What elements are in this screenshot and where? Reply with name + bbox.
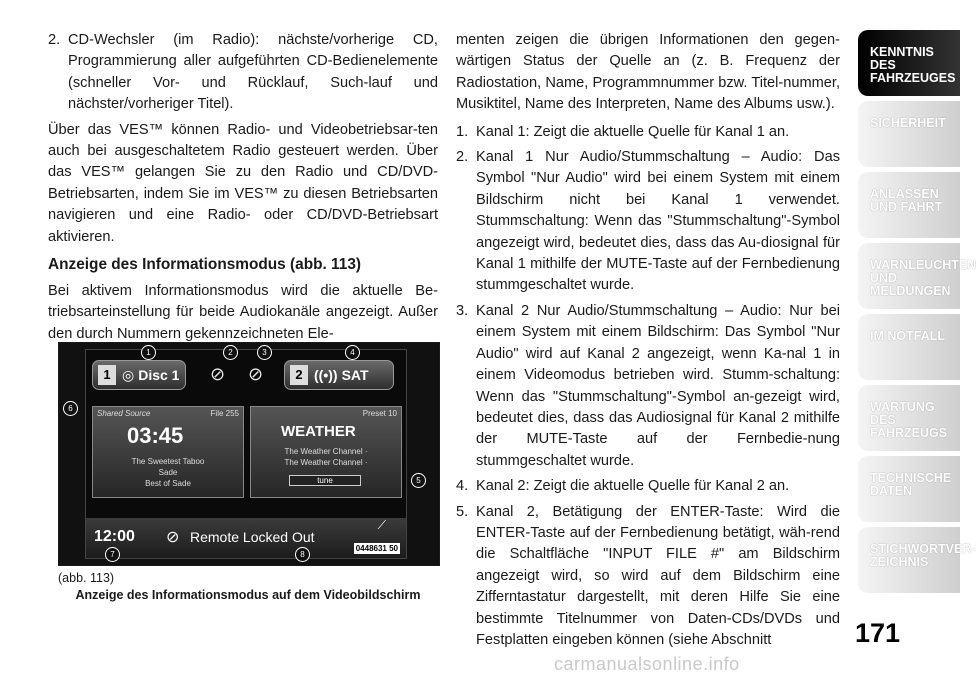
list-number: 4. xyxy=(456,478,469,495)
channel1-label: Disc 1 xyxy=(138,367,180,383)
list-text: CD-Wechsler (im Radio): nächste/vorherige CD, Programmierung aller aufgeführten CD-Bedienelemente (schneller Vor- und Rücklauf, Such-lauf und nächster/vorheriger Titel). xyxy=(68,32,438,113)
paragraph-ves: Über das VES™ können Radio- und Videobetriebsar-ten auch bei ausgeschaltetem Radio gesteuert werden. Über das VES™ gelangen Sie zu den Radio und CD/DVD-Betriebsarten, indem Sie im VES™ zu diesen Betriebsarten navigieren und eine Radio- oder CD/DVD-Betriebsart aktivieren. xyxy=(48,121,438,245)
figure-code: 0448631 50 xyxy=(355,544,398,553)
tab-technische-daten[interactable]: TECHNISCHE DATEN xyxy=(858,456,960,522)
file-label: File 255 xyxy=(210,409,239,418)
tab-notfall[interactable]: IM NOTFALL xyxy=(858,314,960,380)
chapter-tabs xyxy=(858,30,976,598)
watermark: carmanualsonline.info xyxy=(554,654,740,674)
remote-locked-label: Remote Locked Out xyxy=(190,529,315,545)
source-bar xyxy=(92,360,400,390)
shared-source-label: Shared Source xyxy=(97,409,151,418)
satellite-icon: ((•)) xyxy=(314,367,338,383)
list-number: 2. xyxy=(48,32,61,48)
paragraph-info-mode: Bei aktivem Informationsmodus wird die aktuelle Be-triebsarteinstellung für beide Audiokanäle angezeigt. Außer den durch Nummern gekennzeichneten Ele- xyxy=(48,283,438,342)
list-number: 5. xyxy=(456,503,469,520)
album-name: Best of Sade xyxy=(145,479,191,488)
section-heading: Anzeige des Informationsmodus (abb. 113) xyxy=(48,256,361,274)
list-item-3 xyxy=(456,301,840,472)
locked-icon: ⊘ xyxy=(166,529,180,546)
channel1-badge: 1 xyxy=(98,365,116,385)
figure-info-mode-screen xyxy=(58,342,440,566)
callout-3: 3 xyxy=(257,345,272,360)
channel2-label: SAT xyxy=(341,367,369,383)
tab-anlassen[interactable]: ANLASSEN UND FAHRT xyxy=(858,172,960,238)
channel-line-1: The Weather Channel · xyxy=(284,447,368,456)
callout-6: 6 xyxy=(63,401,78,416)
list-text: Kanal 1: Zeigt die aktuelle Quelle für Kanal 1 an. xyxy=(476,123,790,140)
list-item-2 xyxy=(456,147,840,297)
list-number: 2. xyxy=(456,149,469,166)
video-screen xyxy=(85,349,407,559)
list-item-1 xyxy=(456,122,840,143)
callout-4: 4 xyxy=(345,345,360,360)
tune-button: tune xyxy=(289,475,361,486)
clock: 12:00 xyxy=(94,528,135,545)
tab-kenntnis[interactable]: KENNTNIS DES FAHRZEUGES xyxy=(858,30,960,96)
list-item-4 xyxy=(456,476,840,497)
list-text: Kanal 2 Nur Audio/Stummschaltung – Audio: Nur bei einem System mit einem Bildschirm: Das Symbol "Nur Audio" wird auf Kanal 2 angezeigt, wenn Ka-nal 1 in einem Videomodus betrieben wird. Stumm-schaltung: Wenn das "Stummschaltung"-Symbol an-gezeigt wird, bedeutet dies, dass das Audiosignal für Kanal 2 mithilfe der MUTE-Taste auf der Fernbedie-nung stummgeschaltet wurde. xyxy=(476,302,840,469)
mute-icon-channel1: ⊘ xyxy=(210,364,226,384)
list-text: Kanal 2, Betätigung der ENTER-Taste: Wird die ENTER-Taste auf der Fernbedienung betätigt, wäh-rend die Schaltfläche "INPUT FILE #" am Bildschirm angezeigt wird, so wird auf dem Bildschirm eine Zifferntastatur dargestellt, mit deren Hilfe Sie eine bestimmte Titelnummer von Daten-CDs/DVDs und Festplatten eingeben können (siehe Abschnitt xyxy=(476,503,840,648)
remote-icon: ⟋ xyxy=(377,518,386,532)
station-name: WEATHER xyxy=(281,423,356,440)
list-text: Kanal 2: Zeigt die aktuelle Quelle für Kanal 2 an. xyxy=(476,478,790,495)
callout-2: 2 xyxy=(223,345,238,360)
channel1-panel xyxy=(92,406,244,498)
callout-8: 8 xyxy=(295,547,310,562)
list-number: 3. xyxy=(456,302,469,319)
channel1-source xyxy=(92,360,186,390)
callout-7: 7 xyxy=(105,547,120,562)
callout-5: 5 xyxy=(411,473,426,488)
list-item-5 xyxy=(456,502,840,652)
tab-wartung[interactable]: WARTUNG DES FAHRZEUGS xyxy=(858,385,960,451)
list-text: Kanal 1 Nur Audio/Stummschaltung – Audio: Das Symbol "Nur Audio" wird bei einem System mit einem Bildschirm nicht bei Kanal 1 verwendet. Stummschaltung: Wenn das "Stummschaltung"-Symbol angezeigt wird, bedeutet dies, dass das Au-diosignal für Kanal 1 mithilfe der MUTE-Taste auf der Fernbedienung stummgeschaltet wurde. xyxy=(476,149,840,294)
preset-label: Preset 10 xyxy=(362,409,397,418)
list-number: 1. xyxy=(456,123,469,140)
tab-warnleuchten[interactable]: WARNLEUCHTEN UND MELDUNGEN xyxy=(858,243,960,309)
track-time: 03:45 xyxy=(127,423,184,448)
figure-label: (abb. 113) xyxy=(58,571,115,585)
channel2-source xyxy=(284,360,394,390)
channel2-badge: 2 xyxy=(290,365,308,385)
song-title: The Sweetest Taboo xyxy=(131,457,205,466)
tab-sicherheit[interactable]: SICHERHEIT xyxy=(858,101,960,167)
status-bar xyxy=(86,518,406,558)
paragraph-continued: menten zeigen die übrigen Informationen den gegen-wärtigen Status der Quelle an (z. B. Frequenz der Radiostation, Name, Programmnummer bzw. Titel-nummer, Musiktitel, Name des Interpreten, Name des Albums usw.). xyxy=(456,32,840,113)
callout-1: 1 xyxy=(141,345,156,360)
page-number: 171 xyxy=(855,618,901,648)
left-column xyxy=(48,30,438,351)
tab-stichwortverzeichnis[interactable]: STICHWORTVER-ZEICHNIS xyxy=(858,527,960,593)
artist-name: Sade xyxy=(158,468,178,477)
figure-caption: Anzeige des Informationsmodus auf dem Videobildschirm xyxy=(75,588,421,602)
mute-icon-channel2: ⊘ xyxy=(248,364,264,384)
list-item-2 xyxy=(48,30,438,116)
channel2-panel xyxy=(250,406,402,498)
channel-line-2: The Weather Channel · xyxy=(284,458,368,467)
right-column xyxy=(456,30,840,655)
disc-icon: ◎ xyxy=(122,366,135,383)
